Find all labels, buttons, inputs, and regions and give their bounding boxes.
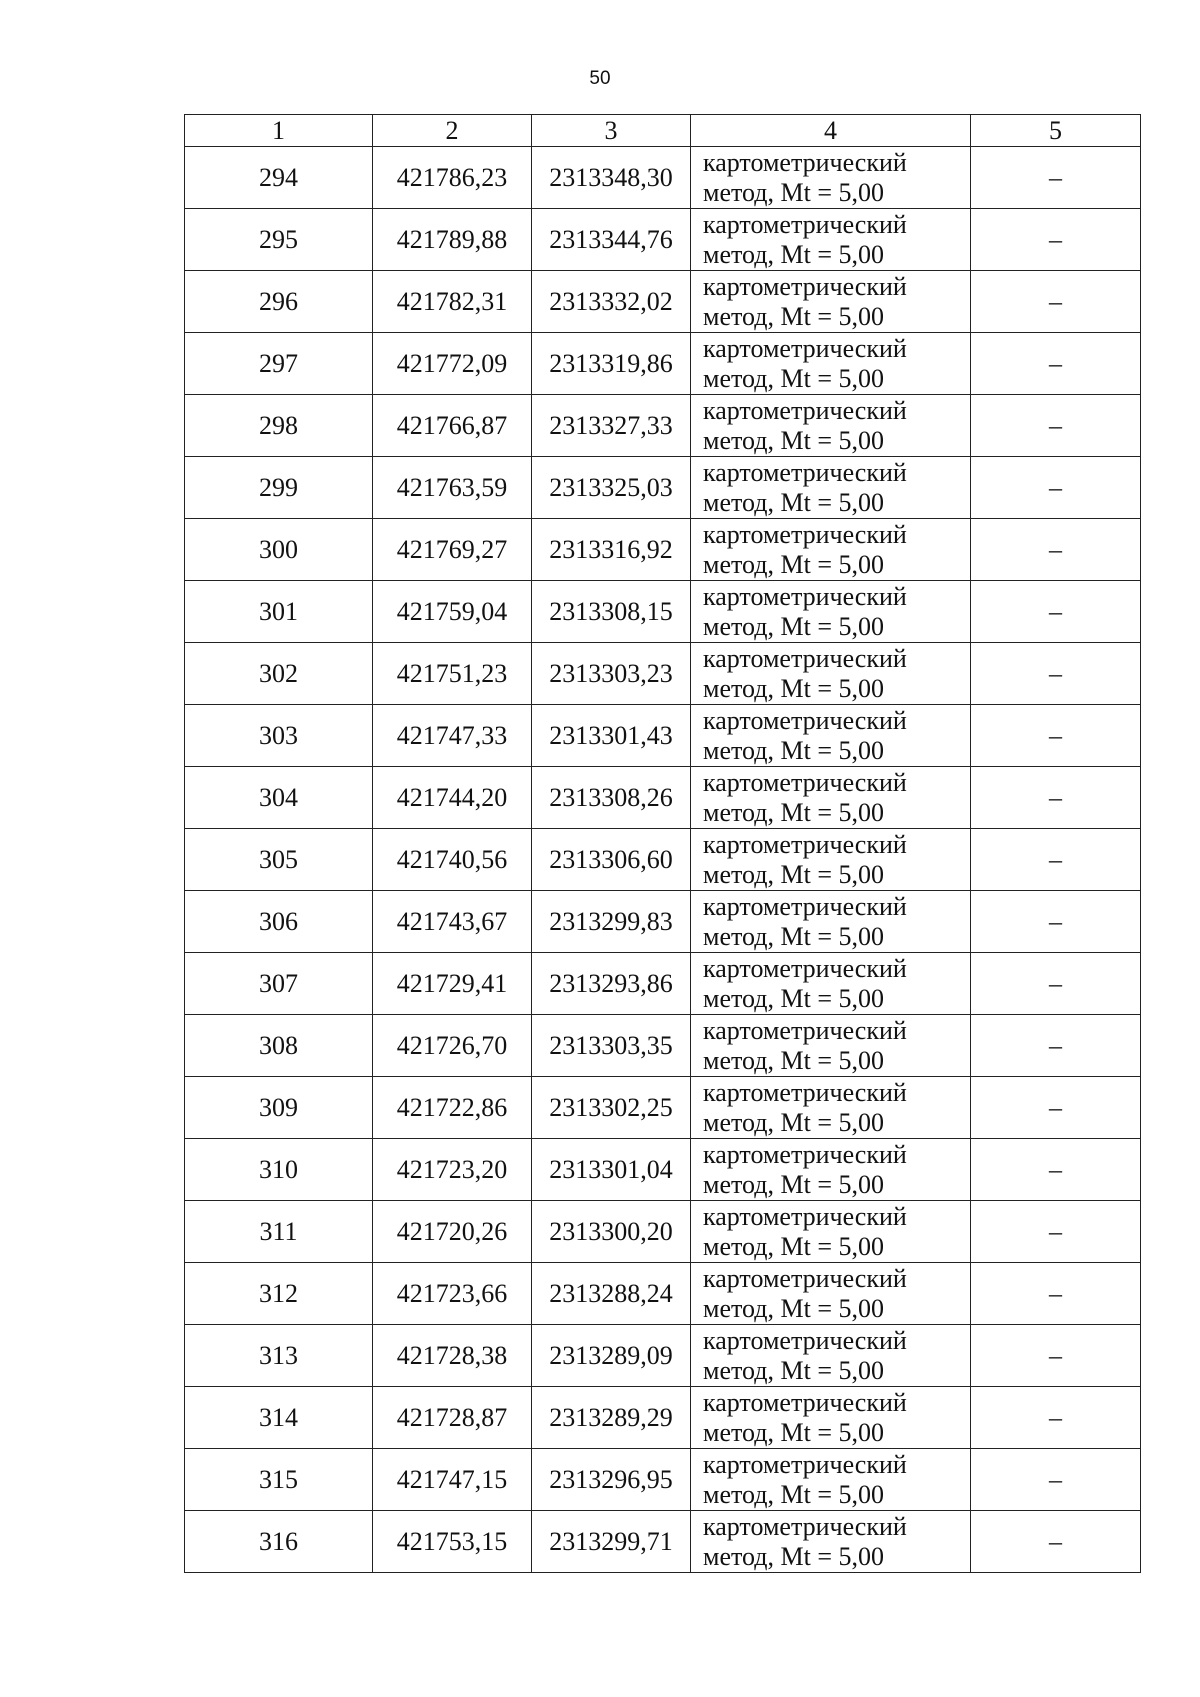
method-line-1: картометрический (703, 1511, 907, 1541)
x-coordinate-cell: 421723,66 (373, 1263, 532, 1325)
method-cell (691, 581, 971, 643)
method-cell (691, 1077, 971, 1139)
table-row (185, 147, 1141, 209)
table-row (185, 1263, 1141, 1325)
method-line-1: картометрический (703, 643, 907, 673)
y-coordinate-cell: 2313296,95 (532, 1449, 691, 1511)
x-coordinate-cell: 421743,67 (373, 891, 532, 953)
x-coordinate-cell: 421753,15 (373, 1511, 532, 1573)
note-cell: – (971, 1325, 1141, 1387)
point-number-cell: 302 (185, 643, 373, 705)
y-coordinate-cell: 2313348,30 (532, 147, 691, 209)
method-cell (691, 1201, 971, 1263)
note-cell: – (971, 581, 1141, 643)
x-coordinate-cell: 421728,38 (373, 1325, 532, 1387)
x-coordinate-cell: 421789,88 (373, 209, 532, 271)
point-number-cell: 315 (185, 1449, 373, 1511)
method-cell (691, 1015, 971, 1077)
point-number-cell: 298 (185, 395, 373, 457)
y-coordinate-cell: 2313289,09 (532, 1325, 691, 1387)
method-line-1: картометрический (703, 829, 907, 859)
y-coordinate-cell: 2313288,24 (532, 1263, 691, 1325)
table-row (185, 1449, 1141, 1511)
x-coordinate-cell: 421747,33 (373, 705, 532, 767)
x-coordinate-cell: 421728,87 (373, 1387, 532, 1449)
column-header-2: 2 (373, 115, 532, 147)
y-coordinate-cell: 2313327,33 (532, 395, 691, 457)
point-number-cell: 313 (185, 1325, 373, 1387)
coordinates-table (184, 114, 1141, 1573)
method-line-2: метод, Mt = 5,00 (703, 425, 884, 455)
table-header (185, 115, 1141, 147)
method-line-1: картометрический (703, 1387, 907, 1417)
method-line-2: метод, Mt = 5,00 (703, 735, 884, 765)
note-cell: – (971, 1511, 1141, 1573)
method-cell (691, 209, 971, 271)
note-cell: – (971, 705, 1141, 767)
x-coordinate-cell: 421759,04 (373, 581, 532, 643)
x-coordinate-cell: 421726,70 (373, 1015, 532, 1077)
point-number-cell: 311 (185, 1201, 373, 1263)
x-coordinate-cell: 421769,27 (373, 519, 532, 581)
y-coordinate-cell: 2313301,43 (532, 705, 691, 767)
method-line-2: метод, Mt = 5,00 (703, 983, 884, 1013)
note-cell: – (971, 953, 1141, 1015)
y-coordinate-cell: 2313301,04 (532, 1139, 691, 1201)
method-line-1: картометрический (703, 581, 907, 611)
table-row (185, 1015, 1141, 1077)
method-line-1: картометрический (703, 1139, 907, 1169)
point-number-cell: 301 (185, 581, 373, 643)
y-coordinate-cell: 2313344,76 (532, 209, 691, 271)
method-line-2: метод, Mt = 5,00 (703, 487, 884, 517)
table-row (185, 829, 1141, 891)
point-number-cell: 299 (185, 457, 373, 519)
table-row (185, 767, 1141, 829)
y-coordinate-cell: 2313332,02 (532, 271, 691, 333)
table-row (185, 581, 1141, 643)
header-row (185, 115, 1141, 147)
method-cell (691, 1325, 971, 1387)
method-cell (691, 705, 971, 767)
note-cell: – (971, 147, 1141, 209)
table-row (185, 395, 1141, 457)
note-cell: – (971, 333, 1141, 395)
method-cell (691, 1139, 971, 1201)
method-line-1: картометрический (703, 891, 907, 921)
method-line-1: картометрический (703, 333, 907, 363)
point-number-cell: 307 (185, 953, 373, 1015)
method-line-2: метод, Mt = 5,00 (703, 797, 884, 827)
table-row (185, 1201, 1141, 1263)
table-row (185, 891, 1141, 953)
method-line-2: метод, Mt = 5,00 (703, 301, 884, 331)
y-coordinate-cell: 2313299,71 (532, 1511, 691, 1573)
note-cell: – (971, 643, 1141, 705)
method-line-1: картометрический (703, 1325, 907, 1355)
x-coordinate-cell: 421766,87 (373, 395, 532, 457)
x-coordinate-cell: 421729,41 (373, 953, 532, 1015)
y-coordinate-cell: 2313306,60 (532, 829, 691, 891)
table-row (185, 519, 1141, 581)
method-line-2: метод, Mt = 5,00 (703, 1293, 884, 1323)
note-cell: – (971, 891, 1141, 953)
method-line-2: метод, Mt = 5,00 (703, 1355, 884, 1385)
method-line-1: картометрический (703, 953, 907, 983)
point-number-cell: 309 (185, 1077, 373, 1139)
method-line-1: картометрический (703, 519, 907, 549)
method-line-1: картометрический (703, 767, 907, 797)
method-cell (691, 147, 971, 209)
column-header-1: 1 (185, 115, 373, 147)
table-row (185, 1139, 1141, 1201)
method-line-2: метод, Mt = 5,00 (703, 1045, 884, 1075)
point-number-cell: 303 (185, 705, 373, 767)
column-header-3: 3 (532, 115, 691, 147)
method-line-2: метод, Mt = 5,00 (703, 177, 884, 207)
y-coordinate-cell: 2313308,15 (532, 581, 691, 643)
method-line-2: метод, Mt = 5,00 (703, 1107, 884, 1137)
table-body (185, 147, 1141, 1573)
point-number-cell: 297 (185, 333, 373, 395)
y-coordinate-cell: 2313319,86 (532, 333, 691, 395)
method-cell (691, 1511, 971, 1573)
method-line-1: картометрический (703, 271, 907, 301)
method-cell (691, 395, 971, 457)
method-cell (691, 953, 971, 1015)
method-line-1: картометрический (703, 395, 907, 425)
method-cell (691, 457, 971, 519)
note-cell: – (971, 1449, 1141, 1511)
table-row (185, 1077, 1141, 1139)
method-line-2: метод, Mt = 5,00 (703, 1417, 884, 1447)
method-line-2: метод, Mt = 5,00 (703, 921, 884, 951)
method-line-1: картометрический (703, 457, 907, 487)
y-coordinate-cell: 2313300,20 (532, 1201, 691, 1263)
method-cell (691, 1387, 971, 1449)
table-row (185, 1511, 1141, 1573)
method-cell (691, 891, 971, 953)
method-line-1: картометрический (703, 209, 907, 239)
point-number-cell: 304 (185, 767, 373, 829)
column-header-5: 5 (971, 115, 1141, 147)
table-row (185, 209, 1141, 271)
y-coordinate-cell: 2313299,83 (532, 891, 691, 953)
x-coordinate-cell: 421740,56 (373, 829, 532, 891)
y-coordinate-cell: 2313293,86 (532, 953, 691, 1015)
point-number-cell: 305 (185, 829, 373, 891)
method-cell (691, 643, 971, 705)
point-number-cell: 308 (185, 1015, 373, 1077)
point-number-cell: 316 (185, 1511, 373, 1573)
method-line-1: картометрический (703, 1263, 907, 1293)
point-number-cell: 295 (185, 209, 373, 271)
method-cell (691, 519, 971, 581)
table-row (185, 643, 1141, 705)
table-row (185, 705, 1141, 767)
x-coordinate-cell: 421763,59 (373, 457, 532, 519)
column-header-4: 4 (691, 115, 971, 147)
point-number-cell: 314 (185, 1387, 373, 1449)
method-line-2: метод, Mt = 5,00 (703, 1479, 884, 1509)
point-number-cell: 300 (185, 519, 373, 581)
note-cell: – (971, 1015, 1141, 1077)
method-line-1: картометрический (703, 705, 907, 735)
method-line-1: картометрический (703, 1015, 907, 1045)
note-cell: – (971, 829, 1141, 891)
note-cell: – (971, 271, 1141, 333)
method-line-2: метод, Mt = 5,00 (703, 1169, 884, 1199)
method-line-2: метод, Mt = 5,00 (703, 363, 884, 393)
point-number-cell: 296 (185, 271, 373, 333)
method-line-2: метод, Mt = 5,00 (703, 239, 884, 269)
note-cell: – (971, 1201, 1141, 1263)
method-cell (691, 1449, 971, 1511)
point-number-cell: 312 (185, 1263, 373, 1325)
table-row (185, 1325, 1141, 1387)
x-coordinate-cell: 421782,31 (373, 271, 532, 333)
method-line-1: картометрический (703, 1201, 907, 1231)
method-cell (691, 829, 971, 891)
method-cell (691, 1263, 971, 1325)
point-number-cell: 306 (185, 891, 373, 953)
x-coordinate-cell: 421720,26 (373, 1201, 532, 1263)
method-line-2: метод, Mt = 5,00 (703, 549, 884, 579)
table-row (185, 457, 1141, 519)
x-coordinate-cell: 421747,15 (373, 1449, 532, 1511)
x-coordinate-cell: 421772,09 (373, 333, 532, 395)
x-coordinate-cell: 421722,86 (373, 1077, 532, 1139)
method-line-1: картометрический (703, 1449, 907, 1479)
note-cell: – (971, 1139, 1141, 1201)
y-coordinate-cell: 2313302,25 (532, 1077, 691, 1139)
table-row (185, 953, 1141, 1015)
method-line-2: метод, Mt = 5,00 (703, 1541, 884, 1571)
method-cell (691, 271, 971, 333)
method-cell (691, 767, 971, 829)
y-coordinate-cell: 2313308,26 (532, 767, 691, 829)
y-coordinate-cell: 2313303,35 (532, 1015, 691, 1077)
note-cell: – (971, 209, 1141, 271)
x-coordinate-cell: 421786,23 (373, 147, 532, 209)
method-line-1: картометрический (703, 147, 907, 177)
method-line-2: метод, Mt = 5,00 (703, 673, 884, 703)
note-cell: – (971, 457, 1141, 519)
y-coordinate-cell: 2313316,92 (532, 519, 691, 581)
method-line-2: метод, Mt = 5,00 (703, 859, 884, 889)
note-cell: – (971, 395, 1141, 457)
note-cell: – (971, 1263, 1141, 1325)
table-row (185, 271, 1141, 333)
y-coordinate-cell: 2313289,29 (532, 1387, 691, 1449)
y-coordinate-cell: 2313325,03 (532, 457, 691, 519)
note-cell: – (971, 767, 1141, 829)
table-row (185, 1387, 1141, 1449)
table-row (185, 333, 1141, 395)
note-cell: – (971, 1077, 1141, 1139)
y-coordinate-cell: 2313303,23 (532, 643, 691, 705)
page-number: 50 (589, 68, 611, 89)
note-cell: – (971, 1387, 1141, 1449)
method-line-1: картометрический (703, 1077, 907, 1107)
point-number-cell: 310 (185, 1139, 373, 1201)
method-line-2: метод, Mt = 5,00 (703, 1231, 884, 1261)
x-coordinate-cell: 421723,20 (373, 1139, 532, 1201)
point-number-cell: 294 (185, 147, 373, 209)
note-cell: – (971, 519, 1141, 581)
x-coordinate-cell: 421751,23 (373, 643, 532, 705)
x-coordinate-cell: 421744,20 (373, 767, 532, 829)
method-cell (691, 333, 971, 395)
method-line-2: метод, Mt = 5,00 (703, 611, 884, 641)
